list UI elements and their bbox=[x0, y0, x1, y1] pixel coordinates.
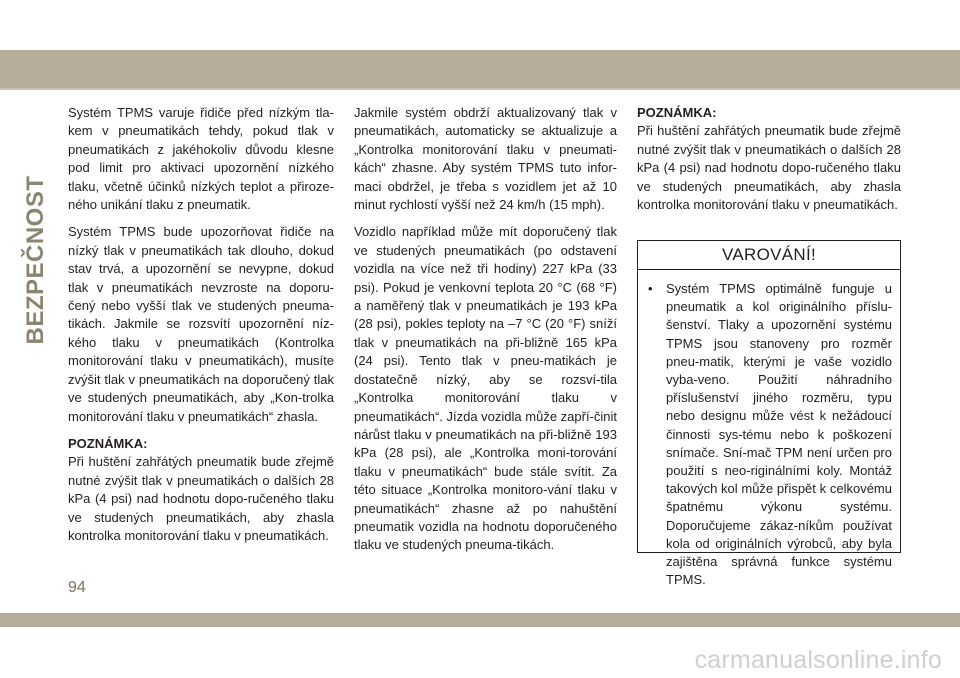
paragraph: Systém TPMS bude upozorňovat řidiče na nízký tlak v pneumatikách tak dlouho, dokud stav trvá, a upozornění se nevypne, dokud tlak v pneumatikách nevzroste na doporu-čený nebo vyšší tlak ve studených pneuma-tikách. Jakmile se rozsvítí upozornění níz-kého tlaku v pneumatikách (Kontrolka monitorování tlaku v pneumatikách), musíte zvýšit tlak v pneumatikách na doporučený tlak ve studených pneumatikách, aby „Kon-trolka monitorování tlaku v pneumatikách“ zhasla. bbox=[68, 224, 334, 424]
warning-title: VAROVÁNÍ! bbox=[638, 241, 900, 270]
footer-band bbox=[0, 613, 960, 627]
note-text: Při huštění zahřátých pneumatik bude zřejmě nutné zvýšit tlak v pneumatikách o dalších 28 kPa (4 psi) nad hodnotu dopo-ručeného tlaku ve studených pneumatikách, aby zhasla kontrolka monitorování tlaku v pneumatikách. bbox=[637, 123, 901, 213]
header-band-line bbox=[0, 88, 960, 90]
warning-box bbox=[637, 240, 901, 588]
paragraph: Vozidlo například může mít doporučený tlak ve studených pneumatikách (po odstavení vozidla na více než tři hodiny) 227 kPa (33 psi). Pokud je venkovní teplota 20 °C (68 °F) a naměřený tlak v pneumatikách je 193 kPa (28 psi), pokles teploty na –7 °C (20 °F) sníží tlak v pneumatikách na při-bližně 165 kPa (24 psi). Tento tlak v pneu-matikách je dostatečně nízký, aby se rozsví-tila „Kontrolka monitorování tlaku v pneumatikách“. Jízda vozidla může zapří-činit nárůst tlaku v pneumatikách na při-bližně 193 kPa (28 psi), ale „Kontrolka moni-torování tlaku v pneumatikách“ bude stále svítit. Za této situace „Kontrolka monitoro-vání tlaku v pneumatikách“ zhasne až po nahuštění pneumatik vozidla na hodnotu doporučeného tlaku ve studených pneuma-tikách. bbox=[354, 224, 618, 553]
paragraph: Jakmile systém obdrží aktualizovaný tlak v pneumatikách, automaticky se aktualizuje a „Kontrolka monitorování tlaku v pneumati-kách“ zhasne. Aby systém TPMS tuto infor-maci obdržel, je třeba s vozidlem jet až 10 minut rychlostí vyšší než 24 km/h (15 mph). bbox=[354, 105, 617, 213]
section-title-text: BEZPEČNOST bbox=[22, 175, 49, 345]
watermark: carmanualsonline.info bbox=[694, 646, 942, 674]
paragraph: Systém TPMS varuje řidiče před nízkým tla-kem v pneumatikách tehdy, pokud tlak v pneumatikách z jakéhokoliv důvodu klesne pod limit pro aktivaci upozornění nízkého tlaku, včetně účinků nízkých teplot a přiroze-ného unikání tlaku z pneumatik. bbox=[68, 105, 334, 213]
page-number: 94 bbox=[68, 579, 86, 596]
note-title: POZNÁMKA: bbox=[637, 105, 717, 120]
column-1 bbox=[68, 104, 334, 554]
note-title: POZNÁMKA: bbox=[68, 435, 148, 451]
bullet: • bbox=[648, 281, 653, 296]
note-text: Při huštění zahřátých pneumatik bude zřejmě nutné zvýšit tlak v pneumatikách o dalších 28 kPa (4 psi) nad hodnotu dopo-ručeného tlaku ve studených pneumatikách, aby zhasla kontrolka monitorování tlaku v pneumatikách. bbox=[68, 454, 334, 543]
warning-body bbox=[638, 270, 900, 589]
header-band bbox=[0, 50, 960, 88]
warning-text: Systém TPMS optimálně funguje u pneumatik a kol originálního příslu-šenství. Tlaky a upozornění systému TPMS jsou stanoveny pro rozměr pneu-matik, kterými je vaše vozidlo vyba-veno. Použití náhradního příslušenství jiného rozměru, typu nebo designu může vést k nežádoucí činnosti sys-tému nebo k poškození snímače. Sní-mač TPM není určen pro použití s neo-riginálními koly. Montáž takových kol může přispět k celkovému špatnému výkonu systému. Doporučujeme zákaz-níkům používat kola od originálních výrobců, aby byla zajištěna správná funkce systému TPMS. bbox=[666, 281, 892, 588]
section-title bbox=[10, 175, 62, 345]
column-3 bbox=[637, 104, 901, 223]
column-2 bbox=[354, 104, 617, 564]
